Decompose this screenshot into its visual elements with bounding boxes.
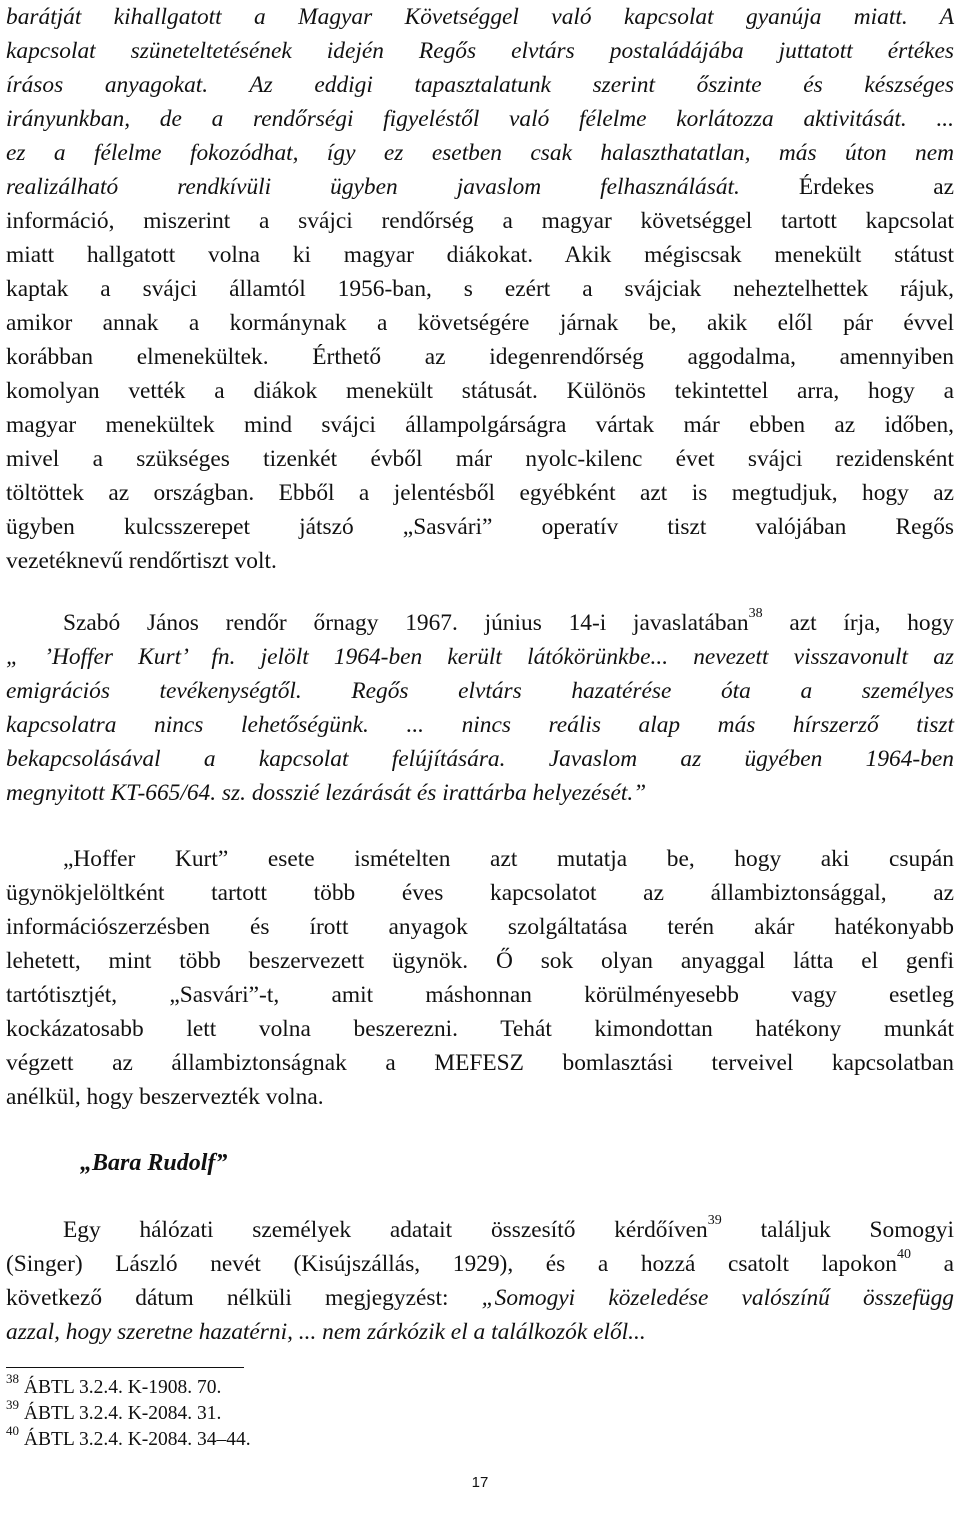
text-line: barátját kihallgatott a Magyar Követséggel való kapcsolat gyanúja miatt. A <box>6 4 954 30</box>
text-line: emigrációs tevékenységtől. Regős elvtárs hazatérése óta a személyes <box>6 678 954 704</box>
text-line: vezetéknevű rendőrtiszt volt. <box>6 548 277 574</box>
text-line: írásos anyagokat. Az eddigi tapasztalatunk szerint őszinte és készséges <box>6 72 954 98</box>
footnote-ref[interactable]: 38 <box>748 606 763 622</box>
text-line: (Singer) László nevét (Kisújszállás, 1929), és a hozzá csatolt lapokon$^{40}$ a <box>6 1247 955 1277</box>
text-line: következő dátum nélküli megjegyzést: „Somogyi közeledése valószínű összefügg <box>6 1285 954 1311</box>
text-line: „Hoffer Kurt” esete ismételten azt mutatja be, hogy aki csupán <box>63 846 954 872</box>
footnote: $^{40}$ ÁBTL 3.2.4. K-2084. 34–44. <box>6 1422 251 1450</box>
text-line: anélkül, hogy beszervezték volna. <box>6 1084 324 1110</box>
text-line: végzett az állambiztonságnak a MEFESZ bomlasztási terveivel kapcsolatban <box>6 1050 954 1076</box>
text-line: Egy hálózati személyek adatait összesítő kérdőíven$^{39}$ találjuk Somogyi <box>63 1213 954 1243</box>
footnote-separator <box>6 1367 244 1368</box>
section-heading: „Bara Rudolf” <box>80 1150 228 1176</box>
text-line: információ, miszerint a svájci rendőrség a magyar követséggel tartott kapcsolat <box>6 208 954 234</box>
page-number: 17 <box>471 1474 489 1491</box>
text-line: kockázatosabb lett volna beszerezni. Tehát kimondottan hatékony munkát <box>6 1016 954 1042</box>
text-line: magyar menekültek mind svájci állampolgárságra vártak már ebben az időben, <box>6 412 954 438</box>
text-line: „ ’Hoffer Kurt’ fn. jelölt 1964-ben került látókörünkbe... nevezett visszavonult az <box>6 644 954 670</box>
paragraph-4 <box>6 1213 954 1349</box>
text-line: komolyan vették a diákok menekült státusát. Különös tekintettel arra, hogy a <box>6 378 954 404</box>
footnote-ref[interactable]: 39 <box>707 1213 722 1229</box>
text-line: tartótisztjét, „Sasvári”-t, amit máshonnan körülményesebb vagy esetleg <box>6 982 954 1008</box>
text-line: miatt hallgatott volna ki magyar diákokat. Akik mégiscsak menekült státust <box>6 242 954 268</box>
paragraph-1 <box>6 0 954 578</box>
text-line: töltöttek az országban. Ebből a jelentésből egyébként azt is megtudjuk, hogy az <box>6 480 954 506</box>
paragraph-2 <box>6 606 954 810</box>
text-line: irányunkban, de a rendőrségi figyeléstől való félelme korlátozza aktivitását. ... <box>6 106 954 132</box>
paragraph-3 <box>6 842 954 1114</box>
text-line: kapcsolatra nincs lehetőségünk. ... nincs reális alap más hírszerző tiszt <box>6 712 954 738</box>
footnotes <box>6 1370 251 1453</box>
text-line: bekapcsolásával a kapcsolat felújítására. Javaslom az ügyében 1964-ben <box>6 746 954 772</box>
text-line: Szabó János rendőr őrnagy 1967. június 14-i javaslatában$^{38}$ azt írja, hogy <box>63 606 954 636</box>
footnote: $^{39}$ ÁBTL 3.2.4. K-2084. 31. <box>6 1396 222 1424</box>
text-line: korábban elmenekültek. Érthető az idegenrendőrség aggodalma, amennyiben <box>6 344 954 370</box>
text-line: mivel a szükséges tizenkét évből már nyolc-kilenc évet svájci rezidensként <box>6 446 954 472</box>
footnote: $^{38}$ ÁBTL 3.2.4. K-1908. 70. <box>6 1370 222 1398</box>
text-line: ez a félelme fokozódhat, így ez esetben csak halaszthatatlan, más úton nem <box>6 140 954 166</box>
text-line: megnyitott KT-665/64. sz. dosszié lezárását és irattárba helyezését.” <box>6 780 647 806</box>
text-line: kaptak a svájci államtól 1956-ban, s ezért a svájciak neheztelhettek rájuk, <box>6 276 954 302</box>
text-line: amikor annak a kormánynak a követségére járnak be, akik elől pár évvel <box>6 310 954 336</box>
text-line: realizálható rendkívüli ügyben javaslom felhasználását. Érdekes az <box>6 174 954 200</box>
text-line: ügynökjelöltként tartott több éves kapcsolatot az állambiztonsággal, az <box>6 880 954 906</box>
text-line: kapcsolat szüneteltetésének idején Regős elvtárs postaládájába juttatott értékes <box>6 38 954 64</box>
footnote-ref[interactable]: 40 <box>897 1247 912 1263</box>
text-line: azzal, hogy szeretne hazatérni, ... nem zárkózik el a találkozók elől... <box>6 1319 646 1345</box>
text-line: ügyben kulcsszerepet játszó „Sasvári” operatív tiszt valójában Regős <box>6 514 954 540</box>
text-line: információszerzésben és írott anyagok szolgáltatása terén akár hatékonyabb <box>6 914 954 940</box>
text-line: lehetett, mint több beszervezett ügynök. Ő sok olyan anyaggal látta el genfi <box>6 948 954 974</box>
